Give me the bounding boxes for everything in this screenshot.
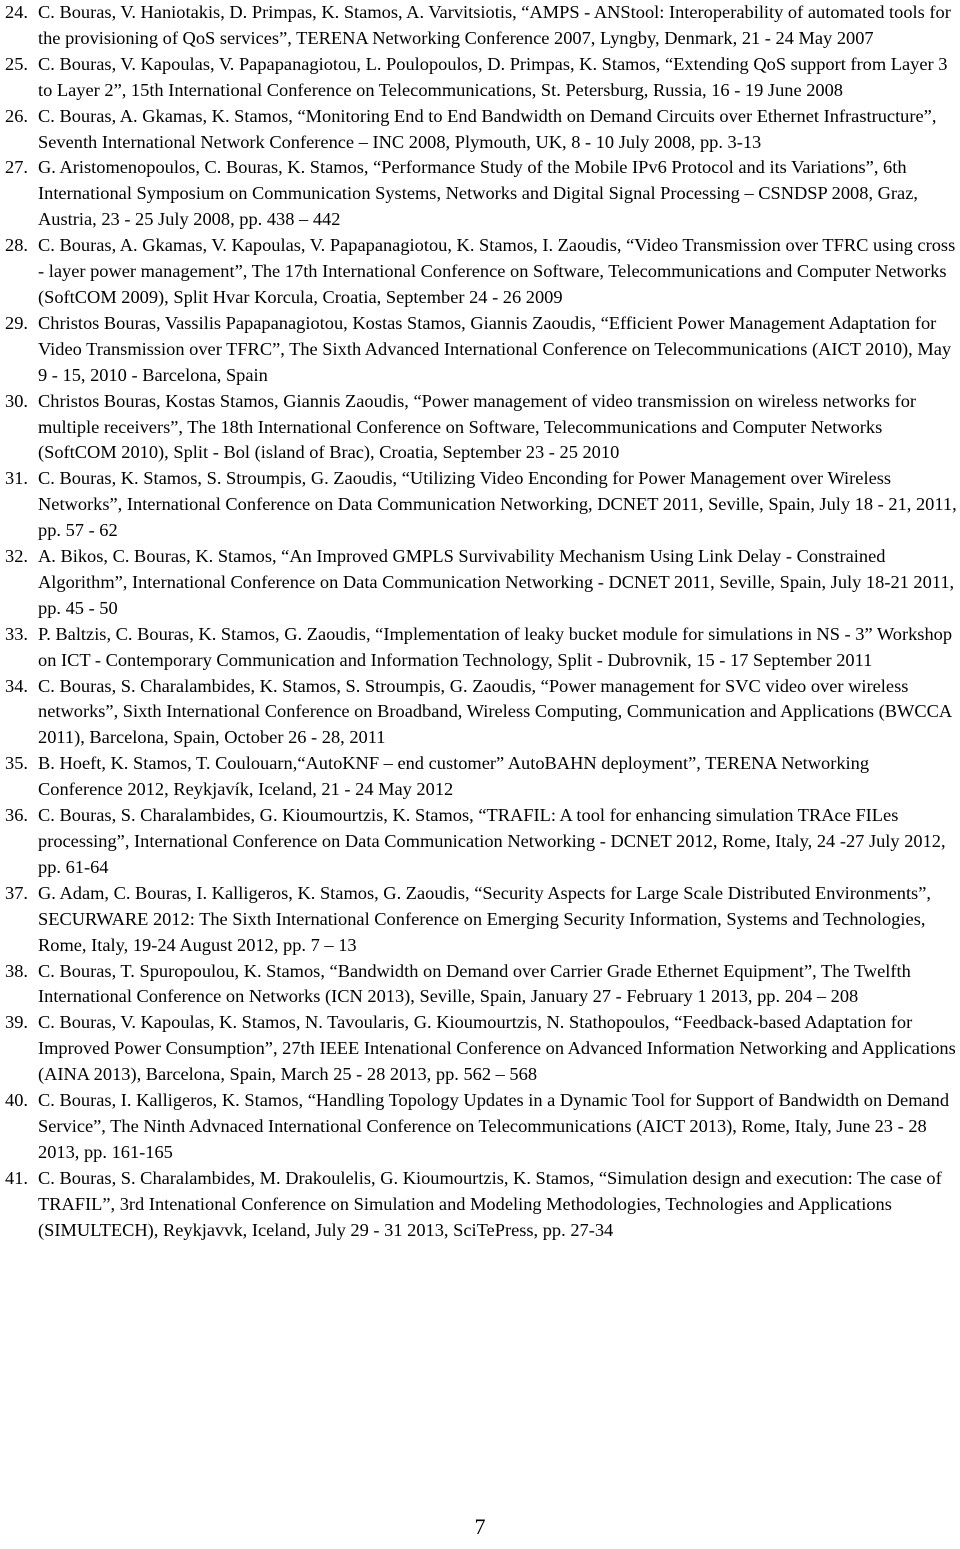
reference-item-26 (0, 104, 960, 156)
reference-text: C. Bouras, K. Stamos, S. Stroumpis, G. Zaoudis, “Utilizing Video Enconding for Power Management over Wireless Networks”, International Conference on Data Communication Networking, DCNET 2011, Seville, Spain, July 18 - 21, 2011, pp. 57 - 62 (38, 468, 957, 541)
reference-number: 29. (5, 312, 28, 333)
reference-item-29 (0, 311, 960, 389)
reference-number: 24. (5, 2, 28, 22)
reference-number: 33. (5, 623, 28, 644)
reference-number: 28. (5, 235, 28, 256)
reference-text: C. Bouras, A. Gkamas, V. Kapoulas, V. Papapanagiotou, K. Stamos, I. Zaoudis, “Video Transmission over TFRC using cross - layer power management”, The 17th International Conference on Software, Telecommunications and Computer Networks (SoftCOM 2009), Split Hvar Korcula, Croatia, September 24 - 26 2009 (38, 235, 956, 307)
page-number: 7 (474, 1514, 486, 1539)
reference-number: 35. (5, 753, 28, 774)
reference-text: Christos Bouras, Kostas Stamos, Giannis Zaoudis, “Power management of video transmission on wireless networks for multiple receivers”, The 18th International Conference on Software, Telecommunications and Computer Networks (SoftCOM 2010), Split - Bol (island of Brac), Croatia, September 23 - 25 2010 (38, 390, 917, 463)
reference-number: 25. (5, 53, 28, 74)
reference-number: 40. (5, 1090, 28, 1111)
reference-text: C. Bouras, S. Charalambides, M. Drakoulelis, G. Kioumourtzis, K. Stamos, “Simulation design and execution: The case of TRAFIL”, 3rd Intenational Conference on Simulation and Modeling Methodologies, Technologies and Applications (SIMULTECH), Reykjavvk, Iceland, July 29 - 31 2013, SciTePress, pp. 27-34 (38, 1167, 942, 1240)
reference-text: C. Bouras, A. Gkamas, K. Stamos, “Monitoring End to End Bandwidth on Demand Circuits over Ethernet Infrastructure”, Seventh International Network Conference – INC 2008, Plymouth, UK, 8 - 10 July 2008, pp. 3-13 (38, 105, 937, 152)
reference-number: 34. (5, 675, 28, 696)
reference-item-37 (0, 881, 960, 959)
reference-text: G. Adam, C. Bouras, I. Kalligeros, K. Stamos, G. Zaoudis, “Security Aspects for Large Scale Distributed Environments”, SECURWARE 2012: The Sixth International Conference on Emerging Security Information, Systems and Technologies, Rome, Italy, 19-24 August 2012, pp. 7 – 13 (38, 882, 931, 955)
reference-number: 36. (5, 805, 28, 826)
reference-item-40 (0, 1088, 960, 1166)
reference-text: C. Bouras, S. Charalambides, K. Stamos, S. Stroumpis, G. Zaoudis, “Power management for SVC video over wireless networks”, Sixth International Conference on Broadband, Wireless Computing, Communication and Applications (BWCCA 2011), Barcelona, Spain, October 26 - 28, 2011 (38, 675, 952, 748)
reference-text: C. Bouras, T. Spuropoulou, K. Stamos, “Bandwidth on Demand over Carrier Grade Ethernet Equipment”, The Twelfth International Conference on Networks (ICN 2013), Seville, Spain, January 27 - February 1 2013, pp. 204 – 208 (38, 960, 911, 1007)
reference-text: C. Bouras, V. Kapoulas, V. Papapanagiotou, L. Poulopoulos, D. Primpas, K. Stamos, “Extending QoS support from Layer 3 to Layer 2”, 15th International Conference on Telecommunications, St. Petersburg, Russia, 16 - 19 June 2008 (38, 53, 948, 100)
reference-text: C. Bouras, V. Haniotakis, D. Primpas, K. Stamos, A. Varvitsiotis, “AMPS - ANStool: Interoperability of automated tools for the provisioning of QoS services”, TERENA Networking Conference 2007, Lyngby, Denmark, 21 - 24 May 2007 (38, 2, 951, 48)
reference-item-28 (0, 233, 960, 311)
reference-number: 39. (5, 1012, 28, 1033)
reference-item-32 (0, 544, 960, 622)
reference-text: P. Baltzis, C. Bouras, K. Stamos, G. Zaoudis, “Implementation of leaky bucket module for simulations in NS - 3” Workshop on ICT - Contemporary Communication and Information Technology, Split - Dubrovnik, 15 - 17 September 2011 (38, 623, 953, 670)
reference-text: G. Aristomenopoulos, C. Bouras, K. Stamos, “Performance Study of the Mobile IPv6 Protocol and its Variations”, 6th International Symposium on Communication Systems, Networks and Digital Signal Processing – CSNDSP 2008, Graz, Austria, 23 - 25 July 2008, pp. 438 – 442 (38, 157, 918, 230)
reference-item-27 (0, 155, 960, 233)
reference-item-36 (0, 803, 960, 881)
reference-item-38 (0, 959, 960, 1011)
reference-text: A. Bikos, C. Bouras, K. Stamos, “An Improved GMPLS Survivability Mechanism Using Link Delay - Constrained Algorithm”, International Conference on Data Communication Networking - DCNET 2011, Seville, Spain, July 18-21 2011, pp. 45 - 50 (38, 546, 955, 618)
reference-item-41 (0, 1166, 960, 1244)
reference-text: C. Bouras, I. Kalligeros, K. Stamos, “Handling Topology Updates in a Dynamic Tool for Support of Bandwidth on Demand Service”, The Ninth Advnaced International Conference on Telecommunications (AICT 2013), Rome, Italy, June 23 - 28 2013, pp. 161-165 (38, 1090, 950, 1162)
reference-number: 30. (5, 390, 28, 411)
reference-item-34 (0, 674, 960, 752)
reference-text: C. Bouras, S. Charalambides, G. Kioumourtzis, K. Stamos, “TRAFIL: A tool for enhancing simulation TRAce FILes processing”, International Conference on Data Communication Networking - DCNET 2012, Rome, Italy, 24 -27 July 2012, pp. 61-64 (38, 805, 946, 877)
reference-number: 37. (5, 882, 28, 903)
reference-text: C. Bouras, V. Kapoulas, K. Stamos, N. Tavoularis, G. Kioumourtzis, N. Stathopoulos, “Feedback-based Adaptation for Improved Power Consumption”, 27th IEEE Intenational Conference on Advanced Information Networking and Applications (AINA 2013), Barcelona, Spain, March 25 - 28 2013, pp. 562 – 568 (38, 1012, 956, 1085)
reference-number: 38. (5, 960, 28, 981)
reference-number: 31. (5, 468, 28, 489)
reference-number: 26. (5, 105, 28, 126)
reference-item-24 (0, 0, 960, 52)
reference-item-35 (0, 751, 960, 803)
reference-item-39 (0, 1010, 960, 1088)
reference-item-30 (0, 389, 960, 467)
reference-text: Christos Bouras, Vassilis Papapanagiotou, Kostas Stamos, Giannis Zaoudis, “Efficient Power Management Adaptation for Video Transmission over TFRC”, The Sixth Advanced International Conference on Telecommunications (AICT 2010), May 9 - 15, 2010 - Barcelona, Spain (38, 312, 952, 385)
reference-number: 32. (5, 546, 28, 567)
reference-item-25 (0, 52, 960, 104)
reference-item-33 (0, 622, 960, 674)
reference-text: B. Hoeft, K. Stamos, T. Coulouarn,“AutoKNF – end customer” AutoBAHN deployment”, TERENA Networking Conference 2012, Reykjavík, Iceland, 21 - 24 May 2012 (38, 753, 870, 800)
reference-number: 41. (5, 1167, 28, 1188)
reference-item-31 (0, 466, 960, 544)
reference-number: 27. (5, 157, 28, 178)
